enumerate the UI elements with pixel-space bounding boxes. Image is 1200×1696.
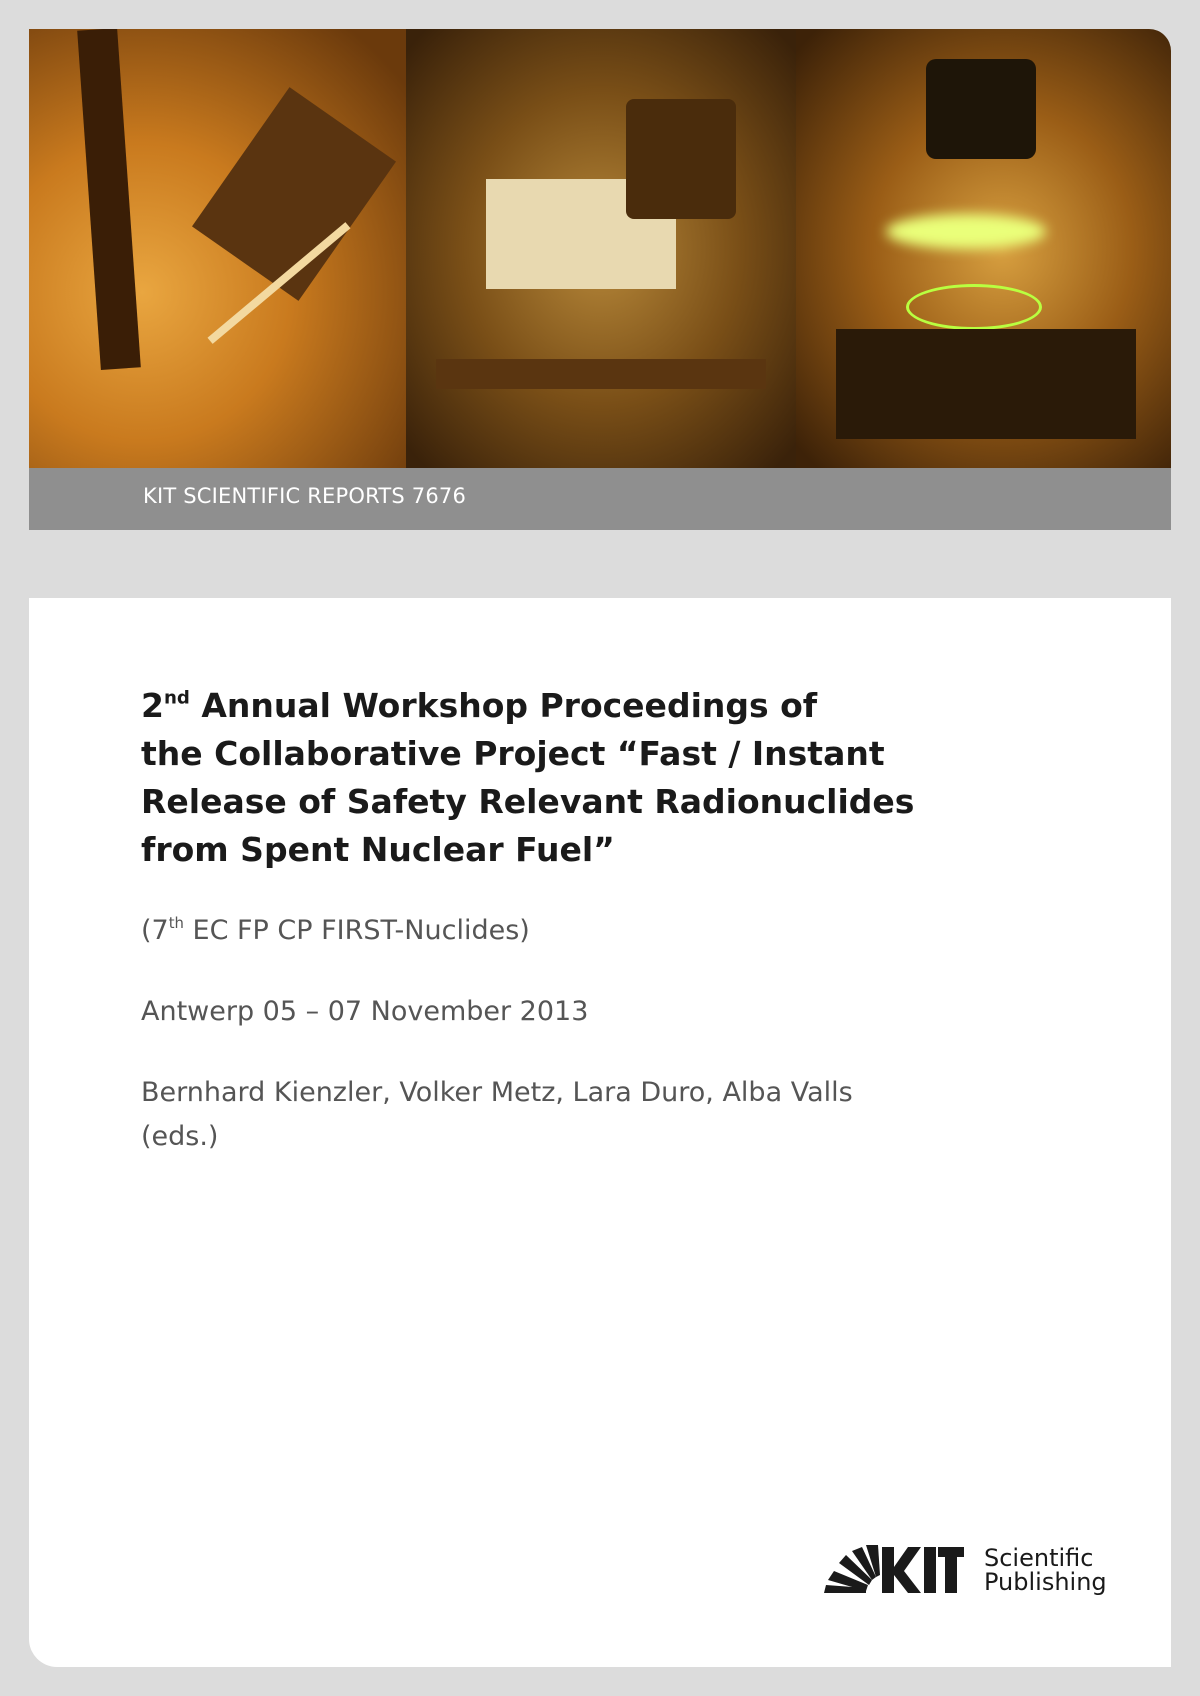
event-info: Antwerp 05 – 07 November 2013 xyxy=(141,996,589,1027)
kit-publisher-logo xyxy=(824,1545,1107,1595)
project-sup: th xyxy=(168,913,184,932)
publisher-name xyxy=(984,1546,1107,1594)
editors-note: (eds.) xyxy=(141,1121,219,1152)
project-text: EC FP CP FIRST-Nuclides) xyxy=(183,915,530,946)
title-line: Release of Safety Relevant Radionuclides xyxy=(141,782,915,821)
title-line: the Collaborative Project “Fast / Instant xyxy=(141,734,885,773)
cover-photo-manipulator xyxy=(29,29,406,468)
cover-photo-microscope xyxy=(796,29,1171,468)
publisher-line: Scientific xyxy=(984,1544,1094,1572)
project-text: (7 xyxy=(141,915,169,946)
book-title xyxy=(141,682,961,874)
cover-photo-lab-equipment xyxy=(406,29,796,468)
title-line: from Spent Nuclear Fuel” xyxy=(141,830,615,869)
editors: Bernhard Kienzler, Volker Metz, Lara Duro, Alba Valls xyxy=(141,1077,853,1108)
publisher-line: Publishing xyxy=(984,1568,1107,1596)
title-ordinal: 2 xyxy=(141,686,164,725)
title-line: Annual Workshop Proceedings of xyxy=(189,686,818,725)
cover-photo-strip xyxy=(29,29,1171,468)
cover-card xyxy=(29,598,1171,1667)
kit-logo-icon xyxy=(824,1545,964,1595)
series-band xyxy=(29,468,1171,530)
series-label: KIT SCIENTIFIC REPORTS 7676 xyxy=(143,484,467,508)
title-ordinal-suffix: nd xyxy=(163,687,190,709)
project-name xyxy=(141,909,530,953)
